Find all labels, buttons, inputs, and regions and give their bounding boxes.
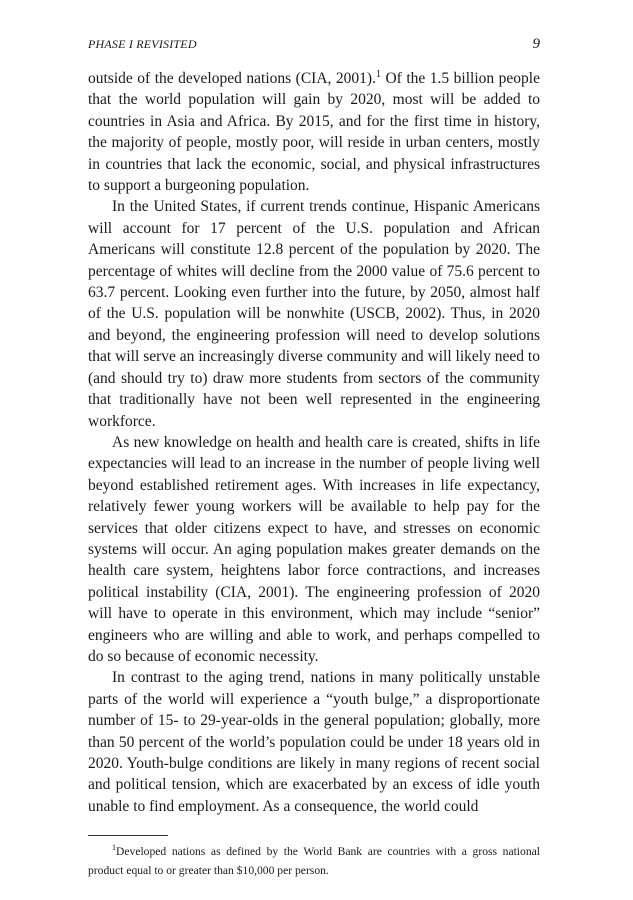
paragraph-1 [88, 68, 540, 196]
footnote-reference: 1 [375, 69, 381, 80]
paragraph-4: In contrast to the aging trend, nations in many politically unstable parts of the world will experience a “youth bulge,” a disproportionate number of 15- to 29-year-olds in the general population; globally, more than 50 percent of the world’s population could be under 18 years old in 2020. Youth-bulge conditions are likely in many regions of recent social and political tension, which are exacerbated by an excess of idle youth unable to find employment. As a consequence, the world could [88, 669, 540, 815]
paragraph-1-rest: Of the 1.5 billion people that the world population will gain by 2020, most will be added to countries in Asia and Africa. By 2015, and for the first time in history, the majority of people, mostly poor, will reside in urban centers, mostly in countries that lack the economic, social, and physical infrastructures to support a burgeoning population. [88, 70, 540, 195]
book-page [88, 36, 540, 880]
paragraph-2: In the United States, if current trends continue, Hispanic Americans will account for 17 percent of the U.S. population and African Americans will constitute 12.8 percent of the population by 2020. The percentage of whites will decline from the 2000 value of 75.6 percent to 63.7 percent. Looking even further into the future, by 2050, almost half of the U.S. population will be nonwhite (USCB, 2002). Thus, in 2020 and beyond, the engineering profession will need to develop solutions that will serve an increasingly diverse community and will likely need to (and should try to) draw more students from sectors of the community that traditionally have not been well represented in the engineering workforce. [88, 198, 540, 430]
footnote-marker: 1 [112, 843, 116, 853]
paragraph-3: As new knowledge on health and health care is created, shifts in life expectancies will lead to an increase in the number of people living well beyond established retirement ages. With increases in life expectancy, relatively fewer young workers will be available to help pay for the services that older citizens expect to have, and stresses on economic systems will occur. An aging population makes greater demands on the health care system, heightens labor force contractions, and increases political instability (CIA, 2001). The engineering profession of 2020 will have to operate in this environment, which may include “senior” engineers who are willing and able to work, and perhaps compelled to do so because of economic necessity. [88, 433, 540, 665]
page-number: 9 [532, 36, 540, 52]
running-title: PHASE I REVISITED [88, 37, 197, 51]
running-header [88, 36, 540, 58]
paragraph-1-opening: outside of the developed nations (CIA, 2001). [88, 70, 376, 87]
footnote [88, 842, 540, 880]
footnote-text: Developed nations as defined by the World Bank are countries with a gross national product equal to or greater than $10,000 per person. [88, 845, 540, 878]
body-text [88, 68, 540, 817]
footnote-divider [88, 835, 168, 836]
